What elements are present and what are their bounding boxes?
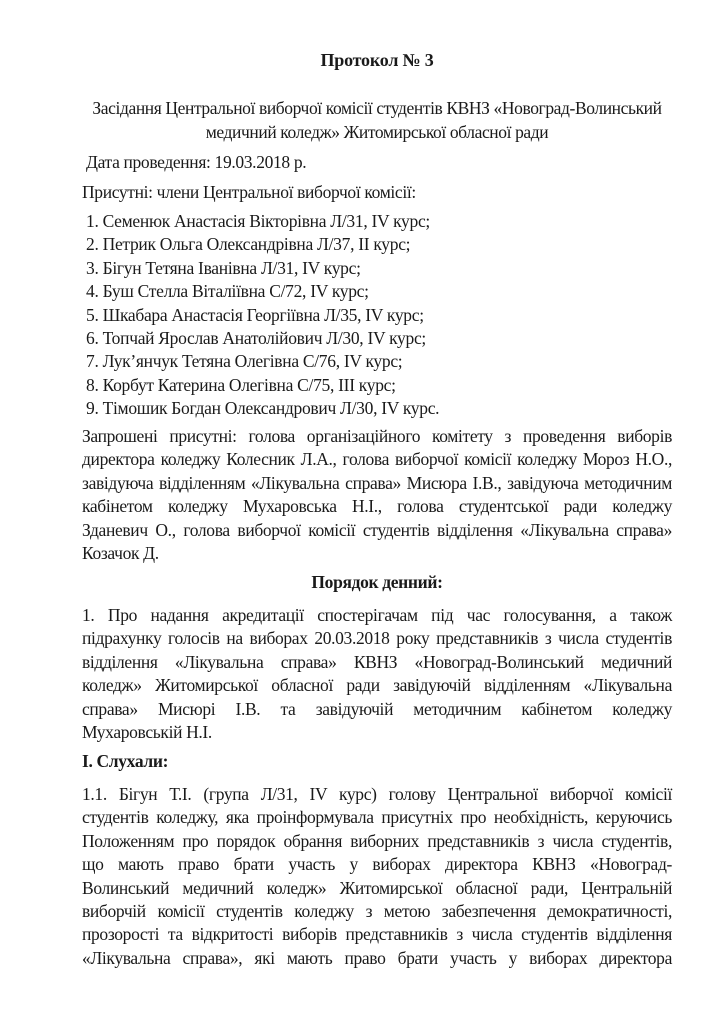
invited-paragraph bbox=[82, 425, 672, 565]
invited-line: кабінетом коледжу Мухаровська Н.І., голова студентської ради коледжу bbox=[82, 496, 672, 517]
member-item: 9. Тімошик Богдан Олександрович Л/30, IV курс. bbox=[86, 398, 440, 419]
agenda-heading: Порядок денний: bbox=[311, 572, 443, 592]
heard-heading: І. Слухали: bbox=[82, 751, 169, 771]
agenda-line: Мухаровській Н.І. bbox=[82, 722, 212, 743]
agenda-line: 1. Про надання акредитації спостерігачам під час голосування, а також bbox=[82, 605, 672, 625]
meeting-date: Дата проведення: 19.03.2018 р. bbox=[86, 152, 307, 172]
heard-line: виборчій комісії студентів коледжу з метою забезпечення демократичності, bbox=[82, 901, 672, 922]
member-item: 1. Семенюк Анастасія Вікторівна Л/31, IV курс; bbox=[86, 211, 430, 231]
invited-line: директора коледжу Колесник Л.А., голова виборчої комісії коледжу Мороз Н.О., bbox=[82, 449, 672, 470]
heard-line: прозорості та відкритості виборів представників з числа студентів відділення bbox=[82, 924, 672, 945]
agenda-line: коледж» Житомирської обласної ради завідуючій відділенням «Лікувальна bbox=[82, 675, 672, 696]
agenda-line: справа» Мисюрі І.В. та завідуючій методичним кабінетом коледжу bbox=[82, 698, 672, 719]
agenda-line: підрахунку голосів на виборах 20.03.2018 року представників з числа студентів bbox=[82, 628, 672, 649]
heard-paragraph bbox=[82, 783, 672, 970]
member-item: 3. Бігун Тетяна Іванівна Л/31, IV курс; bbox=[86, 257, 361, 278]
subtitle-line: медичний коледж» Житомирської обласної ради bbox=[205, 122, 549, 142]
agenda-paragraph bbox=[82, 604, 672, 744]
document-title: Протокол № 3 bbox=[320, 50, 434, 70]
member-item: 7. Лук’янчук Тетяна Олегівна С/76, IV курс; bbox=[86, 351, 403, 372]
invited-line: завідуюча відділенням «Лікувальна справа» Мисюра І.В., завідуюча методичним bbox=[82, 472, 672, 493]
document-subtitle bbox=[82, 96, 672, 144]
heard-line: що мають право брати участь у виборах директора КВНЗ «Новоград- bbox=[82, 854, 672, 875]
member-item: 4. Буш Стелла Віталіївна С/72, IV курс; bbox=[86, 281, 369, 302]
members-list bbox=[86, 210, 439, 421]
invited-line: Зданевич О., голова виборчої комісії студентів відділення «Лікувальна справа» bbox=[82, 519, 672, 540]
heard-line: Волинський медичний коледж» Житомирської обласної ради, Центральній bbox=[82, 877, 672, 898]
subtitle-line: Засідання Центральної виборчої комісії студентів КВНЗ «Новоград-Волинський bbox=[92, 98, 662, 118]
present-label: Присутні: члени Центральної виборчої комісії: bbox=[82, 182, 416, 202]
member-item: 8. Корбут Катерина Олегівна С/75, III курс; bbox=[86, 374, 396, 395]
invited-line: Запрошені присутні: голова організаційного комітету з проведення виборів bbox=[82, 426, 672, 446]
member-item: 2. Петрик Ольга Олександрівна Л/37, II курс; bbox=[86, 234, 411, 255]
member-item: 5. Шкабара Анастасія Георгіївна Л/35, IV курс; bbox=[86, 304, 424, 325]
invited-line: Козачок Д. bbox=[82, 543, 159, 564]
heard-line: «Лікувальна справа», які мають право брати участь у виборах директора bbox=[82, 947, 672, 968]
member-item: 6. Топчай Ярослав Анатолійович Л/30, IV курс; bbox=[86, 327, 426, 348]
heard-line: 1.1. Бігун Т.І. (група Л/31, IV курс) голову Центральної виборчої комісії bbox=[82, 784, 672, 804]
agenda-line: відділення «Лікувальна справа» КВНЗ «Новоград-Волинський медичний bbox=[82, 651, 672, 672]
heard-line: Положенням про порядок обрання виборних представників з числа студентів, bbox=[82, 830, 672, 851]
heard-line: студентів коледжу, яка проінформувала присутніх про необхідність, керуючись bbox=[82, 807, 672, 828]
